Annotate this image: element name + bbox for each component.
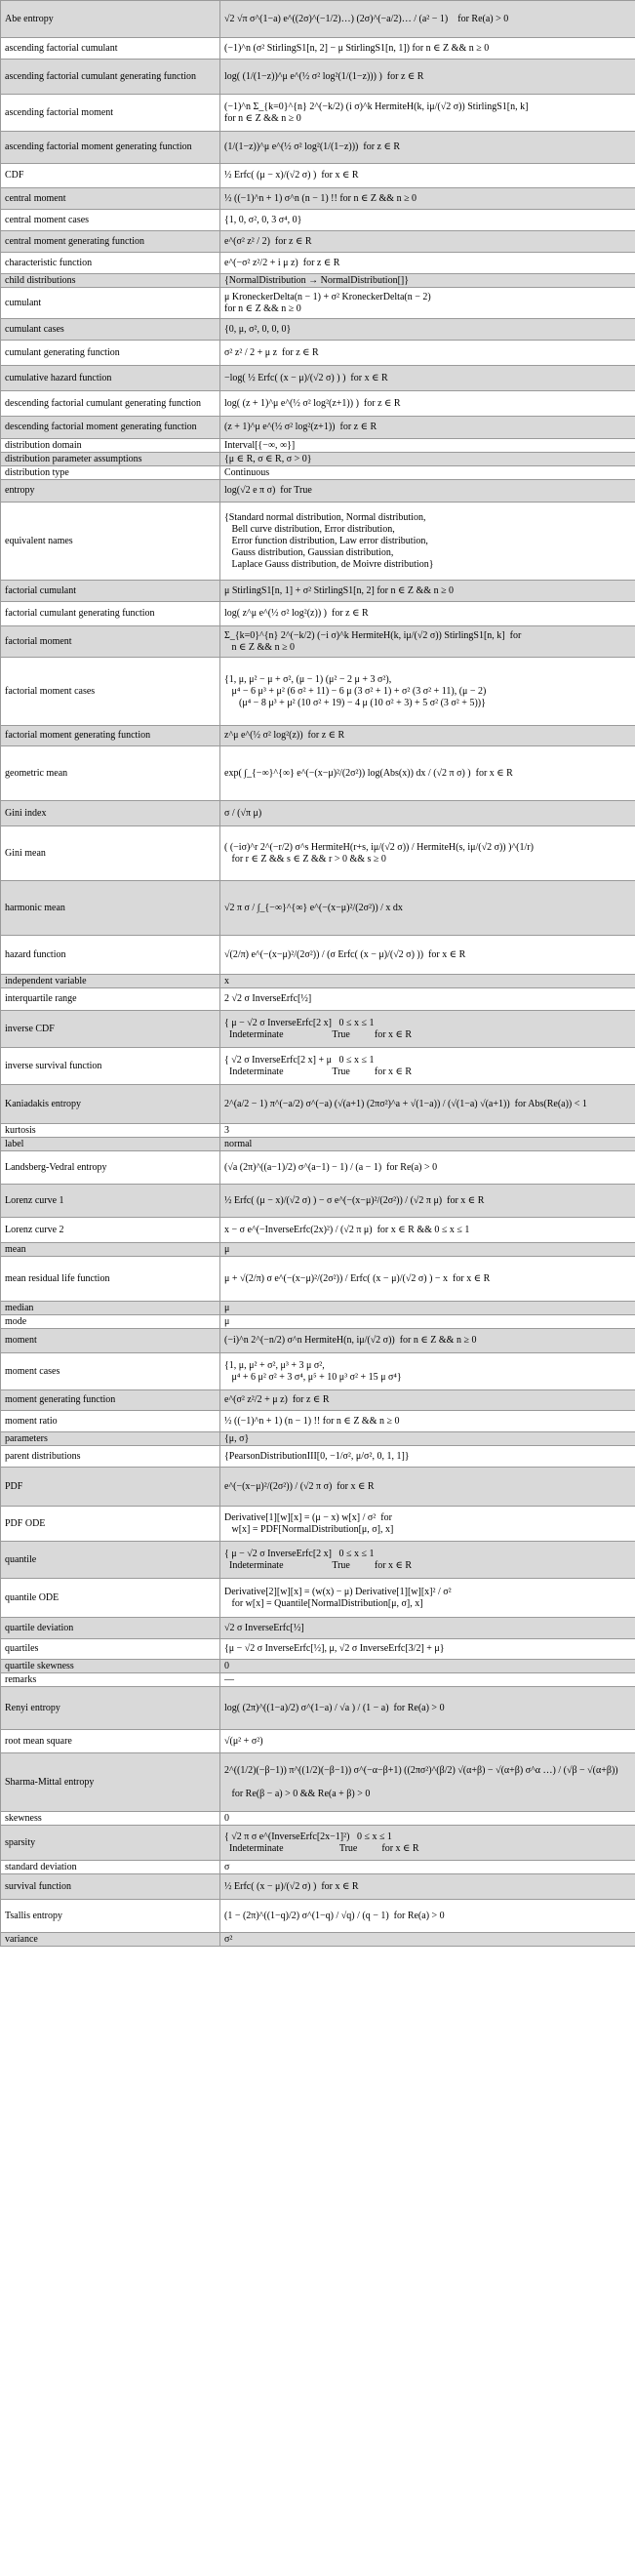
- property-key: distribution parameter assumptions: [1, 453, 220, 466]
- table-row: [1, 1138, 635, 1151]
- property-key: Tsallis entropy: [1, 1900, 220, 1933]
- property-key: ascending factorial moment: [1, 95, 220, 132]
- table-row: [1, 366, 635, 391]
- table-row: [1, 319, 635, 341]
- property-key: inverse CDF: [1, 1011, 220, 1048]
- table-row: [1, 1, 635, 38]
- table-row: [1, 726, 635, 746]
- property-value: { √2 σ InverseErfc[2 x] + μ 0 ≤ x ≤ 1 Indeterminate True for x ∈ R: [220, 1048, 635, 1085]
- property-value: z^μ e^(½ σ² log²(z)) for z ∈ R: [220, 726, 635, 746]
- property-value: σ / (√π μ): [220, 801, 635, 826]
- property-key: hazard function: [1, 936, 220, 975]
- property-key: variance: [1, 1933, 220, 1947]
- table-row: [1, 253, 635, 274]
- table-row: [1, 746, 635, 801]
- table-row: [1, 658, 635, 726]
- property-value: ½ ((−1)^n + 1) σ^n (n − 1) !! for n ∈ Z && n ≥ 0: [220, 188, 635, 210]
- table-row: [1, 439, 635, 453]
- property-key: parameters: [1, 1432, 220, 1446]
- property-key: label: [1, 1138, 220, 1151]
- table-row: [1, 1243, 635, 1257]
- table-row: [1, 274, 635, 288]
- table-row: [1, 1048, 635, 1085]
- property-value: ( (−iσ)^r 2^(−r/2) σ^s HermiteH(r+s, iμ/(√2 σ)) / HermiteH(s, iμ/(√2 σ)) )^(1/r) for r ∈ Z && s ∈ Z && r > 0 && s ≥ 0: [220, 826, 635, 881]
- property-key: Gini mean: [1, 826, 220, 881]
- property-key: factorial cumulant generating function: [1, 602, 220, 626]
- table-row: [1, 626, 635, 658]
- property-key: CDF: [1, 164, 220, 188]
- property-key: skewness: [1, 1812, 220, 1826]
- table-row: [1, 826, 635, 881]
- table-row: [1, 1639, 635, 1660]
- property-value: {1, μ, μ² − μ + σ², (μ − 1) (μ² − 2 μ + 3 σ²), μ⁴ − 6 μ³ + μ² (6 σ² + 11) − 6 μ (3 σ² + 1) + σ² (3 σ² + 11), (μ − 2) (μ⁴ − 8 μ³ + μ² (10 σ² + 19) − 4 μ (10 σ² + 3) + 5 σ² (3 σ² + 5))}: [220, 658, 635, 726]
- property-key: quantile: [1, 1542, 220, 1579]
- table-row: [1, 60, 635, 95]
- table-row: [1, 341, 635, 366]
- property-key: quartile deviation: [1, 1618, 220, 1639]
- table-row: [1, 1446, 635, 1468]
- property-value: 2^(a/2 − 1) π^(−a/2) σ^(−a) (√(a+1) (2πσ²)^a + √(1−a)) / (√(1−a) √(a+1)) for Abs(Re(a)) < 1: [220, 1085, 635, 1124]
- property-key: cumulant: [1, 288, 220, 319]
- property-value: (z + 1)^μ e^(½ σ² log²(z+1)) for z ∈ R: [220, 417, 635, 439]
- property-value: ½ Erfc( (x − μ)/(√2 σ) ) for x ∈ R: [220, 1874, 635, 1900]
- property-key: Lorenz curve 1: [1, 1185, 220, 1218]
- property-key: harmonic mean: [1, 881, 220, 936]
- property-value: ½ Erfc( (μ − x)/(√2 σ) ) for x ∈ R: [220, 164, 635, 188]
- table-row: [1, 1390, 635, 1411]
- table-row: [1, 95, 635, 132]
- property-value: μ: [220, 1302, 635, 1315]
- table-row: [1, 1687, 635, 1730]
- property-key: mean: [1, 1243, 220, 1257]
- table-row: [1, 975, 635, 988]
- property-value: exp( ∫_{−∞}^{∞} e^(−(x−μ)²/(2σ²)) log(Abs(x)) dx / (√2 π σ) ) for x ∈ R: [220, 746, 635, 801]
- table-row: [1, 801, 635, 826]
- property-key: Sharma-Mittal entropy: [1, 1753, 220, 1812]
- property-value: ½ ((−1)^n + 1) (n − 1) !! for n ∈ Z && n ≥ 0: [220, 1411, 635, 1432]
- property-value: x: [220, 975, 635, 988]
- table-row: [1, 132, 635, 164]
- table-row: [1, 1542, 635, 1579]
- property-value: (1/(1−z))^μ e^(½ σ² log²(1/(1−z))) for z ∈ R: [220, 132, 635, 164]
- property-key: mean residual life function: [1, 1257, 220, 1302]
- property-key: central moment generating function: [1, 231, 220, 253]
- property-key: equivalent names: [1, 503, 220, 581]
- table-row: [1, 1753, 635, 1812]
- property-key: cumulant generating function: [1, 341, 220, 366]
- property-key: cumulative hazard function: [1, 366, 220, 391]
- table-row: [1, 38, 635, 60]
- property-value: √(μ² + σ²): [220, 1730, 635, 1753]
- property-key: inverse survival function: [1, 1048, 220, 1085]
- table-row: [1, 581, 635, 602]
- property-key: distribution type: [1, 466, 220, 480]
- property-key: remarks: [1, 1673, 220, 1687]
- table-row: [1, 1085, 635, 1124]
- property-key: central moment cases: [1, 210, 220, 231]
- property-value: 3: [220, 1124, 635, 1138]
- property-key: moment cases: [1, 1353, 220, 1390]
- table-row: [1, 1874, 635, 1900]
- property-value: log( (2π)^((1−a)/2) σ^(1−a) / √a ) / (1 − a) for Re(a) > 0: [220, 1687, 635, 1730]
- property-value: (−1)^n Σ_{k=0}^{n} 2^(−k/2) (i σ)^k HermiteH(k, iμ/(√2 σ)) StirlingS1[n, k] for n ∈ Z && n ≥ 0: [220, 95, 635, 132]
- table-row: [1, 1185, 635, 1218]
- table-row: [1, 1468, 635, 1507]
- property-value: e^(σ² z² / 2) for z ∈ R: [220, 231, 635, 253]
- property-value: μ: [220, 1243, 635, 1257]
- property-value: √(2/π) e^(−(x−μ)²/(2σ²)) / (σ Erfc( (x − μ)/(√2 σ) )) for x ∈ R: [220, 936, 635, 975]
- property-key: moment generating function: [1, 1390, 220, 1411]
- table-row: [1, 453, 635, 466]
- property-key: mode: [1, 1315, 220, 1329]
- property-key: moment: [1, 1329, 220, 1353]
- property-value: μ: [220, 1315, 635, 1329]
- table-row: [1, 1151, 635, 1185]
- table-row: [1, 466, 635, 480]
- property-value: μ StirlingS1[n, 1] + σ² StirlingS1[n, 2] for n ∈ Z && n ≥ 0: [220, 581, 635, 602]
- property-key: ascending factorial cumulant generating function: [1, 60, 220, 95]
- property-key: parent distributions: [1, 1446, 220, 1468]
- table-row: [1, 1812, 635, 1826]
- table-row: [1, 417, 635, 439]
- property-value: {μ − √2 σ InverseErfc[½], μ, √2 σ InverseErfc[3/2] + μ}: [220, 1639, 635, 1660]
- property-key: factorial moment: [1, 626, 220, 658]
- property-value: {1, μ, μ² + σ², μ³ + 3 μ σ², μ⁴ + 6 μ² σ² + 3 σ⁴, μ⁵ + 10 μ³ σ² + 15 μ σ⁴}: [220, 1353, 635, 1390]
- property-key: ascending factorial moment generating function: [1, 132, 220, 164]
- property-value: −log( ½ Erfc( (x − μ)/(√2 σ) ) ) for x ∈ R: [220, 366, 635, 391]
- property-key: Gini index: [1, 801, 220, 826]
- table-row: [1, 1933, 635, 1947]
- table-row: [1, 391, 635, 417]
- property-value: {PearsonDistributionIII[0, −1/σ², μ/σ², 0, 1, 1]}: [220, 1446, 635, 1468]
- property-key: factorial moment generating function: [1, 726, 220, 746]
- property-value: 0: [220, 1660, 635, 1673]
- property-value: normal: [220, 1138, 635, 1151]
- table-row: [1, 164, 635, 188]
- table-row: [1, 1315, 635, 1329]
- property-value: x − σ e^(−InverseErfc(2x)²) / (√2 π μ) for x ∈ R && 0 ≤ x ≤ 1: [220, 1218, 635, 1243]
- table-row: [1, 1618, 635, 1639]
- property-value: μ KroneckerDelta(n − 1) + σ² KroneckerDelta(n − 2) for n ∈ Z && n ≥ 0: [220, 288, 635, 319]
- table-row: [1, 1302, 635, 1315]
- table-row: [1, 1011, 635, 1048]
- property-key: survival function: [1, 1874, 220, 1900]
- table-row: [1, 1507, 635, 1542]
- property-value: Derivative[2][w][x] = (w(x) − μ) Derivative[1][w][x]² / σ² for w[x] = Quantile[NormalDistribution[μ, σ], x]: [220, 1579, 635, 1618]
- table-row: [1, 1900, 635, 1933]
- property-key: independent variable: [1, 975, 220, 988]
- table-row: [1, 1579, 635, 1618]
- property-key: descending factorial moment generating function: [1, 417, 220, 439]
- property-value: —: [220, 1673, 635, 1687]
- property-key: child distributions: [1, 274, 220, 288]
- table-row: [1, 988, 635, 1011]
- property-value: { μ − √2 σ InverseErfc[2 x] 0 ≤ x ≤ 1 Indeterminate True for x ∈ R: [220, 1542, 635, 1579]
- table-row: [1, 936, 635, 975]
- table-row: [1, 480, 635, 503]
- table-row: [1, 1861, 635, 1874]
- property-key: entropy: [1, 480, 220, 503]
- property-key: moment ratio: [1, 1411, 220, 1432]
- property-value: log( (z + 1)^μ e^(½ σ² log²(z+1)) ) for z ∈ R: [220, 391, 635, 417]
- property-value: log(√2 e π σ) for True: [220, 480, 635, 503]
- property-key: PDF ODE: [1, 1507, 220, 1542]
- property-value: 2 √2 σ InverseErfc[½]: [220, 988, 635, 1011]
- property-value: Continuous: [220, 466, 635, 480]
- property-value: σ²: [220, 1933, 635, 1947]
- table-row: [1, 602, 635, 626]
- property-value: Σ_{k=0}^{n} 2^(−k/2) (−i σ)^k HermiteH(k, iμ/(√2 σ)) StirlingS1[n, k] for n ∈ Z && n ≥ 0: [220, 626, 635, 658]
- property-key: central moment: [1, 188, 220, 210]
- property-value: √2 σ InverseErfc[½]: [220, 1618, 635, 1639]
- property-key: descending factorial cumulant generating function: [1, 391, 220, 417]
- property-value: {1, 0, σ², 0, 3 σ⁴, 0}: [220, 210, 635, 231]
- property-key: sparsity: [1, 1826, 220, 1861]
- table-row: [1, 1432, 635, 1446]
- table-row: [1, 1124, 635, 1138]
- property-value: {NormalDistribution → NormalDistribution[]}: [220, 274, 635, 288]
- table-row: [1, 503, 635, 581]
- property-value: e^(−σ² z²/2 + i μ z) for z ∈ R: [220, 253, 635, 274]
- property-key: factorial moment cases: [1, 658, 220, 726]
- table-row: [1, 188, 635, 210]
- property-value: { μ − √2 σ InverseErfc[2 x] 0 ≤ x ≤ 1 Indeterminate True for x ∈ R: [220, 1011, 635, 1048]
- table-row: [1, 1329, 635, 1353]
- property-value: ½ Erfc( (μ − x)/(√2 σ) ) − σ e^(−(x−μ)²/(2σ²)) / (√2 π μ) for x ∈ R: [220, 1185, 635, 1218]
- property-value: {μ, σ}: [220, 1432, 635, 1446]
- table-row: [1, 1218, 635, 1243]
- property-value: (√a (2π)^((a−1)/2) σ^(a−1) − 1) / (a − 1) for Re(a) > 0: [220, 1151, 635, 1185]
- table-row: [1, 1411, 635, 1432]
- property-value: {0, μ, σ², 0, 0, 0}: [220, 319, 635, 341]
- property-value: log( (1/(1−z))^μ e^(½ σ² log²(1/(1−z))) ) for z ∈ R: [220, 60, 635, 95]
- property-value: { √2 π σ e^(InverseErfc[2x−1]²) 0 ≤ x ≤ 1 Indeterminate True for x ∈ R: [220, 1826, 635, 1861]
- property-value: log( z^μ e^(½ σ² log²(z)) ) for z ∈ R: [220, 602, 635, 626]
- property-key: ascending factorial cumulant: [1, 38, 220, 60]
- property-key: quantile ODE: [1, 1579, 220, 1618]
- property-value: e^(−(x−μ)²/(2σ²)) / (√2 π σ) for x ∈ R: [220, 1468, 635, 1507]
- property-key: kurtosis: [1, 1124, 220, 1138]
- table-row: [1, 1353, 635, 1390]
- property-value: Derivative[1][w][x] = (μ − x) w[x] / σ² for w[x] = PDF[NormalDistribution[μ, σ], x]: [220, 1507, 635, 1542]
- property-key: quartile skewness: [1, 1660, 220, 1673]
- table-row: [1, 1673, 635, 1687]
- property-value: √2 π σ / ∫_{−∞}^{∞} e^(−(x−μ)²/(2σ²)) / x dx: [220, 881, 635, 936]
- table-row: [1, 1730, 635, 1753]
- property-key: PDF: [1, 1468, 220, 1507]
- property-key: root mean square: [1, 1730, 220, 1753]
- property-key: Abe entropy: [1, 1, 220, 38]
- property-key: Kaniadakis entropy: [1, 1085, 220, 1124]
- property-value: μ + √(2/π) σ e^(−(x−μ)²/(2σ²)) / Erfc( (x − μ)/(√2 σ) ) − x for x ∈ R: [220, 1257, 635, 1302]
- property-value: Interval[{−∞, ∞}]: [220, 439, 635, 453]
- property-key: interquartile range: [1, 988, 220, 1011]
- property-key: quartiles: [1, 1639, 220, 1660]
- property-value: √2 √π σ^(1−a) e^((2σ)^(−1/2)…) (2σ)^(−a/2)… / (a² − 1) for Re(a) > 0: [220, 1, 635, 38]
- property-value: (1 − (2π)^((1−q)/2) σ^(1−q) / √q) / (q − 1) for Re(a) > 0: [220, 1900, 635, 1933]
- property-value: {μ ∈ R, σ ∈ R, σ > 0}: [220, 453, 635, 466]
- property-value: (−1)^n (σ² StirlingS1[n, 2] − μ StirlingS1[n, 1]) for n ∈ Z && n ≥ 0: [220, 38, 635, 60]
- property-value: 0: [220, 1812, 635, 1826]
- property-key: factorial cumulant: [1, 581, 220, 602]
- property-key: Lorenz curve 2: [1, 1218, 220, 1243]
- property-value: {Standard normal distribution, Normal distribution, Bell curve distribution, Error distribution, Error function distribution, Law error distribution, Gauss distribution, Gaussian distribution, Laplace Gauss distribution, de Moivre distribution}: [220, 503, 635, 581]
- property-value: (−i)^n 2^(−n/2) σ^n HermiteH(n, iμ/(√2 σ)) for n ∈ Z && n ≥ 0: [220, 1329, 635, 1353]
- table-row: [1, 288, 635, 319]
- property-key: distribution domain: [1, 439, 220, 453]
- property-value: 2^((1/2)(−β−1)) π^((1/2)(−β−1)) σ^(−α−β+1) ((2πσ²)^(β/2) √(α+β) − √(α+β) σ^α …) / (√β − √(α+β)) for Re(β − a) > 0 && Re(a + β) > 0: [220, 1753, 635, 1812]
- table-row: [1, 1826, 635, 1861]
- property-key: Landsberg-Vedral entropy: [1, 1151, 220, 1185]
- table-row: [1, 210, 635, 231]
- properties-table-body: [1, 1, 635, 1947]
- property-key: standard deviation: [1, 1861, 220, 1874]
- property-key: Renyi entropy: [1, 1687, 220, 1730]
- table-row: [1, 1660, 635, 1673]
- property-key: characteristic function: [1, 253, 220, 274]
- property-key: geometric mean: [1, 746, 220, 801]
- property-key: cumulant cases: [1, 319, 220, 341]
- property-value: e^(σ² z²/2 + μ z) for z ∈ R: [220, 1390, 635, 1411]
- table-row: [1, 1257, 635, 1302]
- table-row: [1, 231, 635, 253]
- table-row: [1, 881, 635, 936]
- property-value: σ² z² / 2 + μ z for z ∈ R: [220, 341, 635, 366]
- property-value: σ: [220, 1861, 635, 1874]
- property-key: median: [1, 1302, 220, 1315]
